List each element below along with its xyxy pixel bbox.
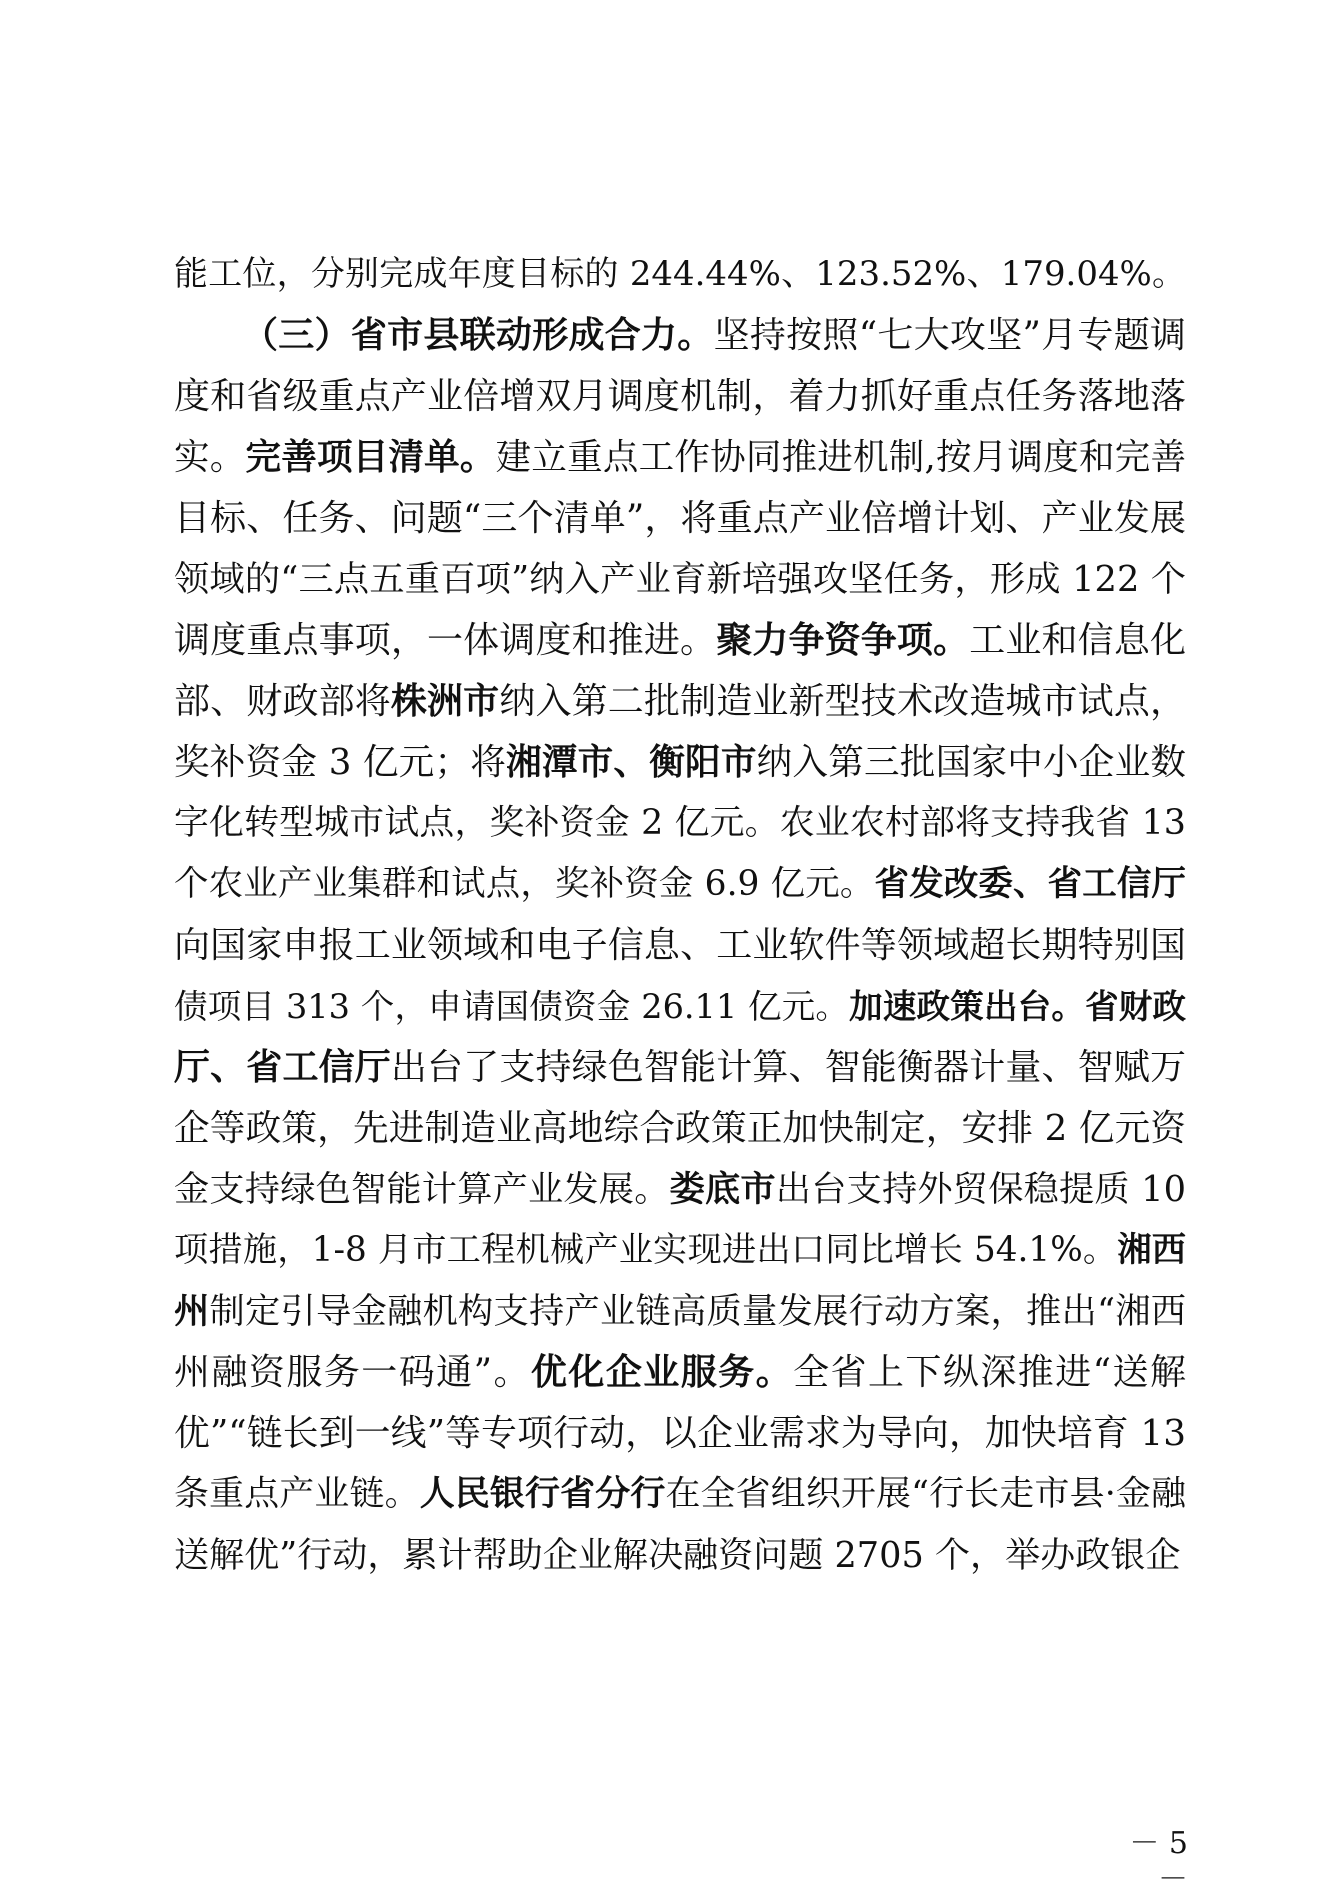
text-run: 出台了支持绿色智能计算、智能衡器计量、智赋万: [390, 1047, 1186, 1088]
bold-run: 加速政策出台。省财政: [849, 987, 1186, 1026]
text-run: 调度重点事项，一体调度和推进。: [174, 620, 717, 661]
text-run: 字化转型城市试点，奖补资金 2 亿元。农业农村部将支持我省 13: [174, 803, 1186, 843]
text-run: 领域的“三点五重百项”纳入产业育新培强攻坚任务，形成 122 个: [174, 559, 1186, 600]
text-line: [174, 1342, 1186, 1403]
text-line: [174, 1159, 1186, 1220]
text-line: [174, 610, 1186, 671]
text-line: [174, 1525, 1186, 1586]
text-run: 向国家申报工业领域和电子信息、工业软件等领域超长期特别国: [174, 925, 1186, 966]
text-run: 在全省组织开展“行长走市县·金融: [665, 1474, 1186, 1514]
text-line: [174, 488, 1186, 549]
text-run: 部、财政部将: [174, 681, 391, 722]
section-heading: （三）省市县联动形成合力。: [242, 315, 714, 356]
bold-run: 湘潭市、衡阳市: [506, 742, 757, 783]
text-run: 工业和信息化: [969, 620, 1186, 661]
text-line: [174, 305, 1186, 366]
text-run: 全省上下纵深推进“送解: [793, 1352, 1186, 1393]
text-line: [174, 549, 1186, 610]
text-run: 个农业产业集群和试点，奖补资金 6.9 亿元。: [174, 864, 875, 904]
text-run: 条重点产业链。: [174, 1474, 420, 1514]
bold-run: 株洲市: [390, 681, 500, 722]
bold-run: 州: [174, 1291, 210, 1332]
text-run: 纳入第二批制造业新型技术改造城市试点，: [499, 681, 1186, 722]
text-line: [174, 366, 1186, 427]
text-run: 州融资服务一码通”。: [174, 1352, 531, 1393]
text-run: 度和省级重点产业倍增双月调度机制，着力抓好重点任务落地落: [174, 376, 1186, 417]
text-run: 优”“链长到一线”等专项行动，以企业需求为导向，加快培育 13: [174, 1413, 1186, 1454]
text-line: [174, 244, 1186, 305]
text-line: [174, 1037, 1186, 1098]
document-body: [174, 244, 1186, 1586]
text-run: 目标、任务、问题“三个清单”，将重点产业倍增计划、产业发展: [174, 498, 1186, 539]
bold-run: 完善项目清单。: [245, 437, 496, 478]
text-run: 项措施，1-8 月市工程机械产业实现进出口同比增长 54.1%。: [174, 1230, 1118, 1270]
text-line: [174, 1281, 1186, 1342]
text-line: [174, 1464, 1186, 1525]
text-run: 送解优”行动，累计帮助企业解决融资问题 2705 个，举办政银企: [174, 1535, 1181, 1576]
bold-run: 省发改委、省工信厅: [874, 864, 1186, 904]
text-line: [174, 671, 1186, 732]
text-line: [174, 976, 1186, 1037]
text-run: 坚持按照“七大攻坚”月专题调: [713, 315, 1186, 356]
text-line: [174, 915, 1186, 976]
text-run: 纳入第三批国家中小企业数: [756, 742, 1186, 783]
text-run: 金支持绿色智能计算产业发展。: [174, 1169, 670, 1210]
text-line: [174, 854, 1186, 915]
bold-run: 湘西: [1117, 1230, 1186, 1270]
text-run: 出台支持外贸保稳提质 10: [775, 1169, 1186, 1210]
text-line: [174, 1220, 1186, 1281]
text-line: [174, 427, 1186, 488]
bold-run: 聚力争资争项。: [716, 620, 970, 661]
bold-run: 娄底市: [669, 1169, 776, 1210]
page-number: － 5 －: [1129, 1826, 1188, 1897]
text-run: 企等政策，先进制造业高地综合政策正加快制定，安排 2 亿元资: [174, 1108, 1186, 1149]
text-line: [174, 793, 1186, 854]
text-run: 奖补资金 3 亿元；将: [174, 742, 507, 783]
text-run: 能工位，分别完成年度目标的 244.44%、123.52%、179.04%。: [174, 254, 1186, 294]
text-run: 制定引导金融机构支持产业链高质量发展行动方案，推出“湘西: [209, 1291, 1186, 1332]
text-line: [174, 1403, 1186, 1464]
bold-run: 优化企业服务。: [530, 1352, 794, 1393]
text-run: 建立重点工作协同推进机制,按月调度和完善: [495, 437, 1186, 478]
text-run: 实。: [174, 437, 246, 478]
bold-run: 人民银行省分行: [419, 1474, 666, 1514]
text-run: 债项目 313 个，申请国债资金 26.11 亿元。: [174, 987, 850, 1026]
text-line: [174, 732, 1186, 793]
bold-run: 厅、省工信厅: [174, 1047, 391, 1088]
text-line: [174, 1098, 1186, 1159]
